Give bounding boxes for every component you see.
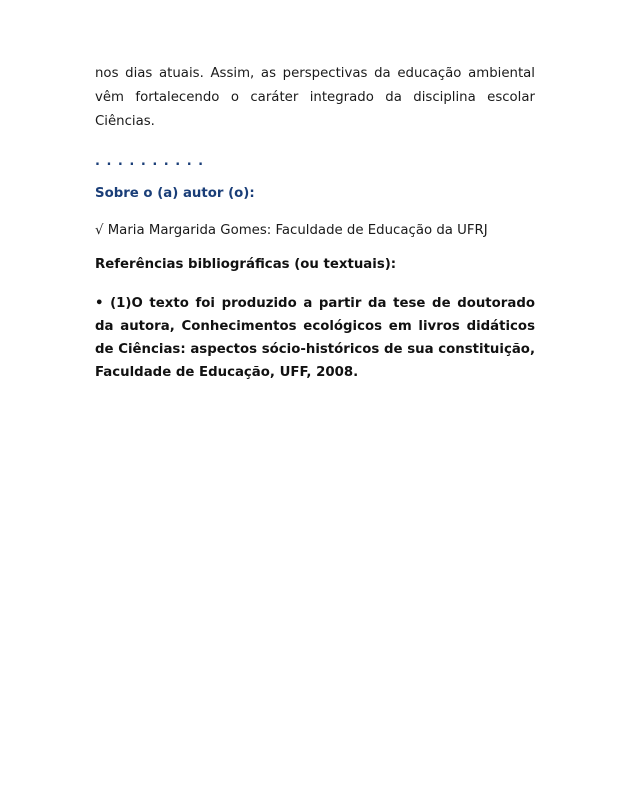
reference-item: • (1)O texto foi produzido a partir da tese de doutorado da autora, Conhecimentos ecológicos em livros didáticos de Ciências: aspectos sócio-históricos de sua constituição, Faculdade de Educação, UFF, 2008.: [95, 296, 535, 380]
section-divider: . . . . . . . . . .: [95, 154, 205, 169]
intro-paragraph: nos dias atuais. Assim, as perspectivas da educação ambiental vêm fortalecendo o caráter integrado da disciplina escolar Ciências.: [95, 66, 535, 129]
document-page: [95, 62, 535, 384]
references-heading: Referências bibliográficas (ou textuais):: [95, 257, 397, 272]
author-line: √ Maria Margarida Gomes: Faculdade de Educação da UFRJ: [95, 223, 488, 238]
author-section-heading: Sobre o (a) autor (o):: [95, 186, 255, 201]
